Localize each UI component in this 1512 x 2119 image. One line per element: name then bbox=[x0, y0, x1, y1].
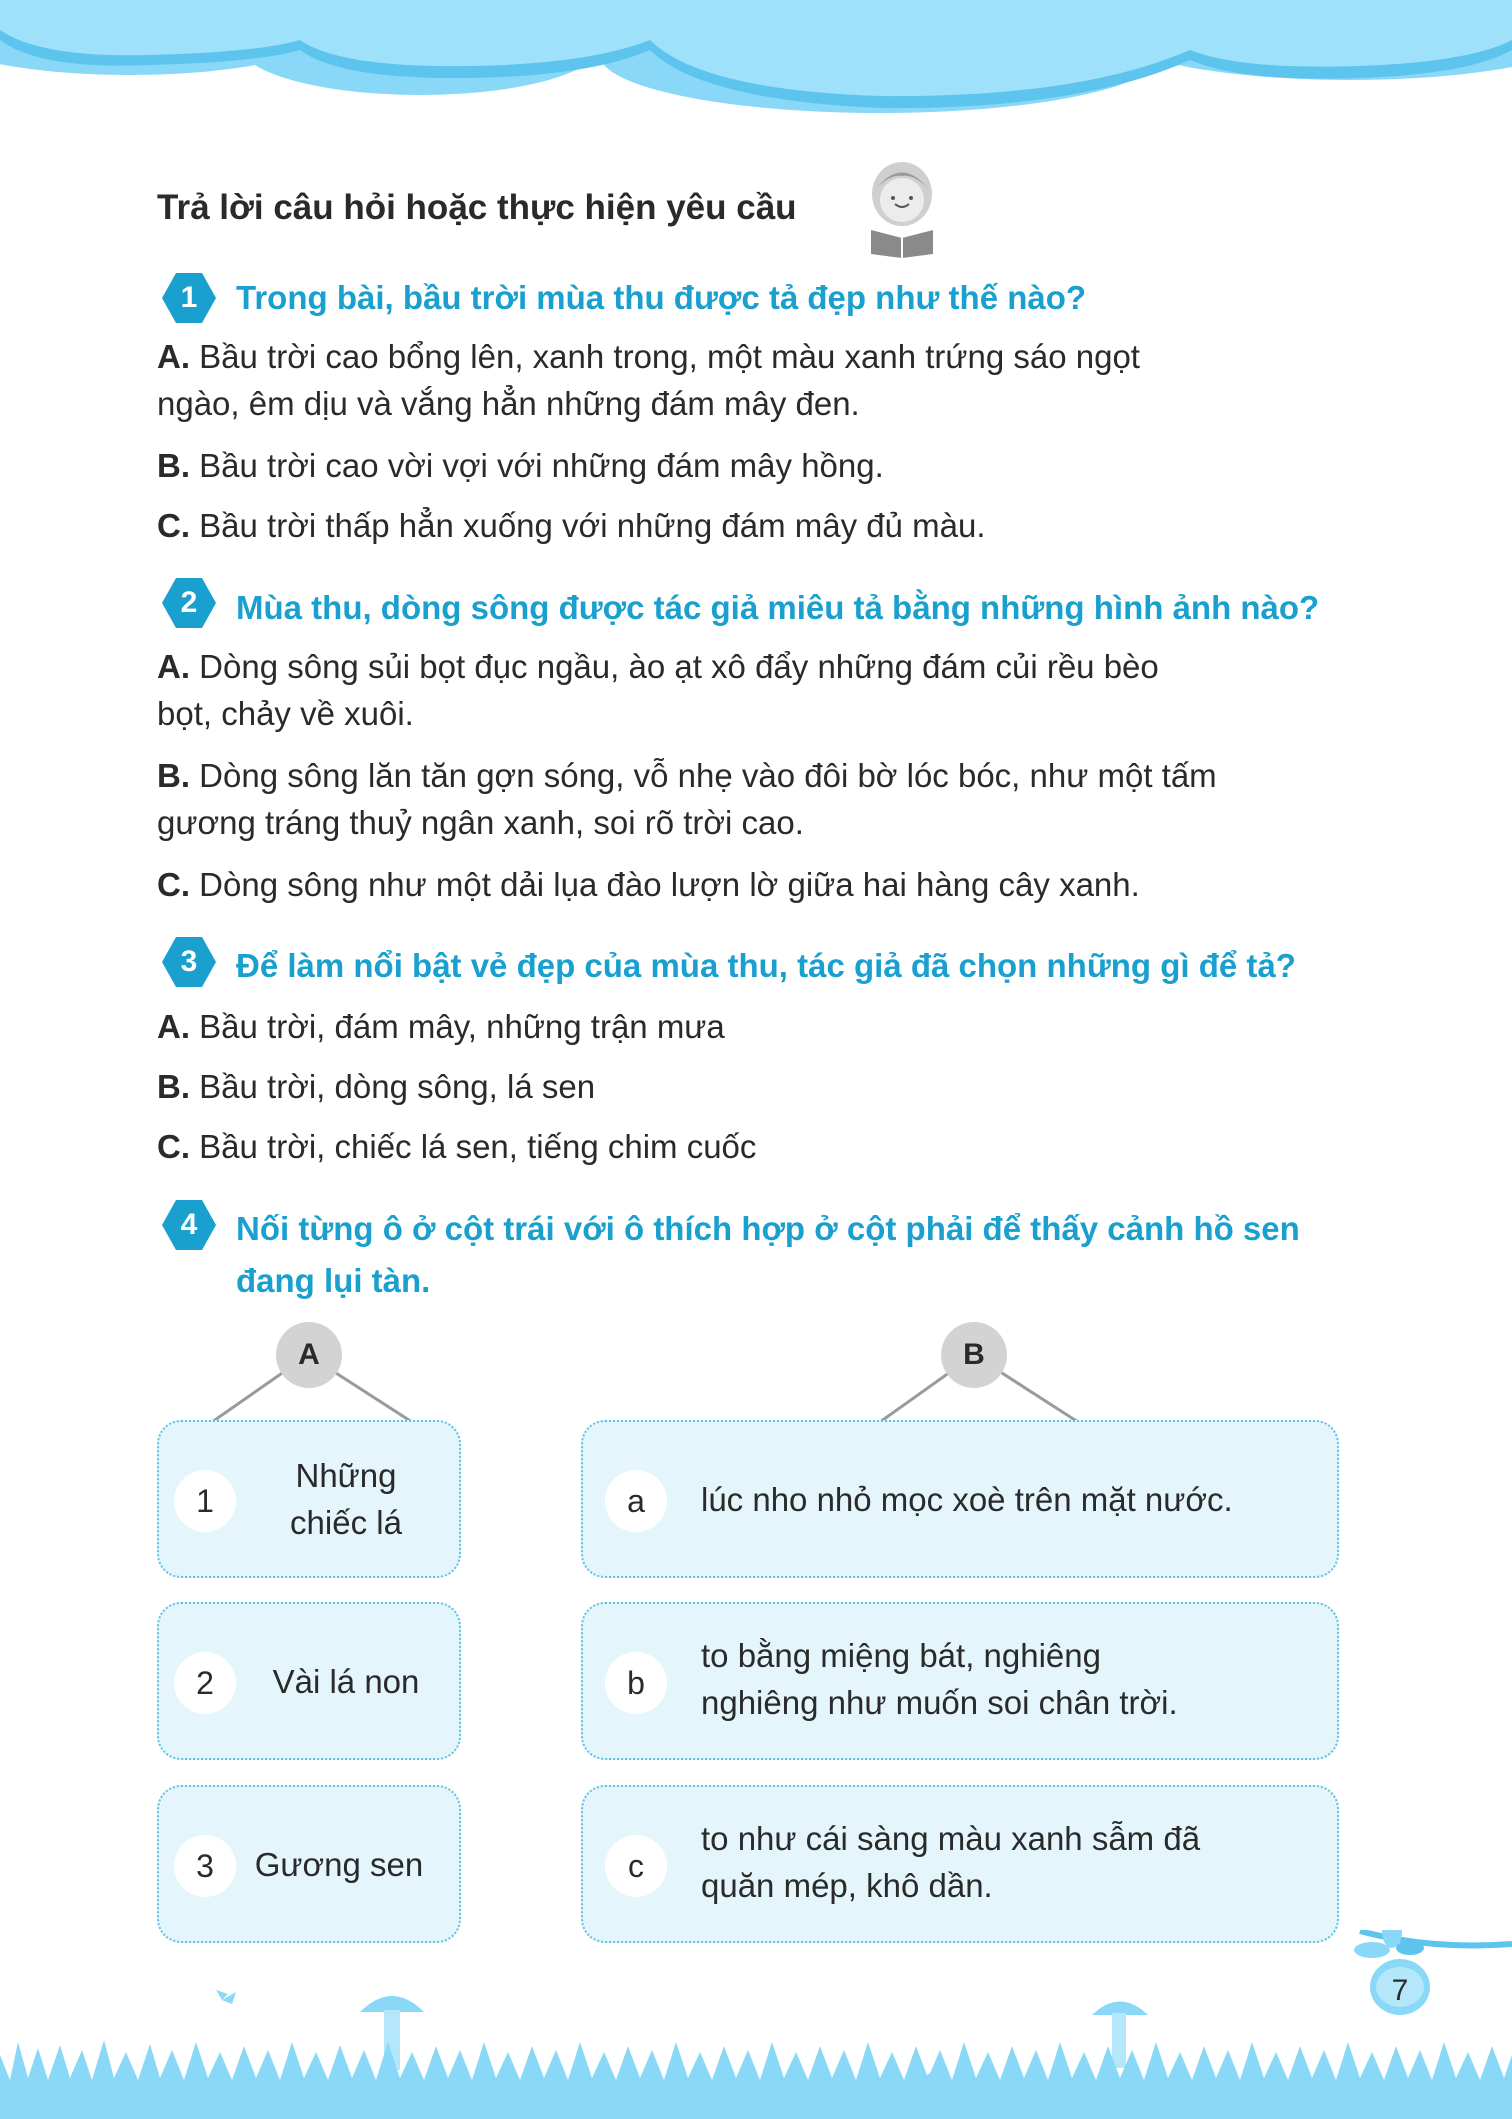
left-box-text-line2: chiếc lá bbox=[290, 1504, 402, 1541]
right-box-c[interactable] bbox=[581, 1785, 1339, 1943]
page-number: 7 bbox=[1391, 1974, 1409, 2007]
question-4-line2: đang lụi tàn. bbox=[236, 1262, 431, 1299]
option-letter: A. bbox=[157, 648, 190, 685]
top-clouds-decoration bbox=[0, 0, 1512, 130]
question-3-badge bbox=[162, 937, 216, 987]
left-box-1[interactable] bbox=[157, 1420, 461, 1578]
q3-option-c bbox=[157, 1123, 1377, 1170]
option-text-cont: ngào, êm dịu và vắng hẳn những đám mây đen. bbox=[157, 385, 860, 422]
left-box-text: Gương sen bbox=[254, 1846, 424, 1883]
left-box-number: 2 bbox=[174, 1652, 236, 1714]
right-box-text: lúc nho nhỏ mọc xoè trên mặt nước. bbox=[701, 1481, 1233, 1518]
question-2-badge bbox=[162, 578, 216, 628]
question-2-text: Mùa thu, dòng sông được tác giả miêu tả bằng những hình ảnh nào? bbox=[236, 589, 1320, 626]
left-box-2[interactable] bbox=[157, 1602, 461, 1760]
right-box-text-line2: quăn mép, khô dần. bbox=[701, 1867, 993, 1904]
left-box-text: Vài lá non bbox=[272, 1663, 420, 1700]
question-4-badge bbox=[162, 1200, 216, 1250]
option-text: Bầu trời, dòng sông, lá sen bbox=[199, 1068, 596, 1105]
option-text: Bầu trời cao bổng lên, xanh trong, một màu xanh trứng sáo ngọt bbox=[199, 338, 1140, 375]
left-box-3[interactable] bbox=[157, 1785, 461, 1943]
q2-option-c bbox=[157, 861, 1377, 908]
option-text: Bầu trời cao vời vợi với những đám mây hồng. bbox=[199, 447, 884, 484]
option-letter: C. bbox=[157, 866, 190, 903]
right-box-text-line2: nghiêng như muốn soi chân trời. bbox=[701, 1684, 1178, 1721]
right-box-letter: a bbox=[605, 1470, 667, 1532]
q2-option-a bbox=[157, 643, 1377, 737]
bottom-grass-decoration bbox=[0, 1930, 1512, 2119]
option-letter: A. bbox=[157, 1008, 190, 1045]
question-3-text: Để làm nổi bật vẻ đẹp của mùa thu, tác giả đã chọn những gì để tả? bbox=[236, 947, 1296, 984]
right-box-text bbox=[701, 1632, 1321, 1726]
question-number: 4 bbox=[180, 1208, 198, 1241]
right-box-text bbox=[701, 1815, 1321, 1909]
left-box-number: 3 bbox=[174, 1835, 236, 1897]
question-number: 1 bbox=[180, 281, 198, 314]
option-letter: A. bbox=[157, 338, 190, 375]
right-box-letter: b bbox=[605, 1652, 667, 1714]
column-b-header: B bbox=[941, 1322, 1007, 1388]
q3-option-a bbox=[157, 1003, 1377, 1050]
question-4-line1: Nối từng ô ở cột trái với ô thích hợp ở cột phải để thấy cảnh hồ sen bbox=[236, 1210, 1300, 1247]
option-letter: B. bbox=[157, 447, 190, 484]
option-text: Dòng sông như một dải lụa đào lượn lờ giữa hai hàng cây xanh. bbox=[199, 866, 1140, 903]
q1-option-c bbox=[157, 502, 1377, 549]
option-text: Dòng sông lăn tăn gợn sóng, vỗ nhẹ vào đôi bờ lóc bóc, như một tấm bbox=[199, 757, 1217, 794]
option-text-cont: bọt, chảy về xuôi. bbox=[157, 695, 414, 732]
column-head-connectors bbox=[0, 1300, 1512, 1430]
option-text: Bầu trời thấp hẳn xuống với những đám mây đủ màu. bbox=[199, 507, 986, 544]
option-text: Dòng sông sủi bọt đục ngầu, ào ạt xô đẩy những đám củi rều bèo bbox=[199, 648, 1159, 685]
child-reading-icon bbox=[865, 160, 939, 258]
option-letter: B. bbox=[157, 1068, 190, 1105]
question-4-text bbox=[236, 1203, 1396, 1307]
q1-option-b bbox=[157, 442, 1377, 489]
question-number: 2 bbox=[180, 586, 198, 619]
right-box-b[interactable] bbox=[581, 1602, 1339, 1760]
question-1-text: Trong bài, bầu trời mùa thu được tả đẹp như thế nào? bbox=[236, 279, 1087, 316]
option-letter: C. bbox=[157, 1128, 190, 1165]
left-box-number: 1 bbox=[174, 1470, 236, 1532]
q1-option-a bbox=[157, 333, 1377, 427]
column-a-header: A bbox=[276, 1322, 342, 1388]
option-letter: B. bbox=[157, 757, 190, 794]
question-1-badge bbox=[162, 273, 216, 323]
left-box-text bbox=[251, 1452, 441, 1546]
option-text: Bầu trời, chiếc lá sen, tiếng chim cuốc bbox=[199, 1128, 757, 1165]
right-box-text-line1: to bằng miệng bát, nghiêng bbox=[701, 1637, 1101, 1674]
section-title: Trả lời câu hỏi hoặc thực hiện yêu cầu bbox=[157, 188, 797, 227]
option-letter: C. bbox=[157, 507, 190, 544]
question-number: 3 bbox=[180, 945, 198, 978]
right-box-a[interactable] bbox=[581, 1420, 1339, 1578]
q3-option-b bbox=[157, 1063, 1377, 1110]
option-text: Bầu trời, đám mây, những trận mưa bbox=[199, 1008, 725, 1045]
option-text-cont: gương tráng thuỷ ngân xanh, soi rõ trời cao. bbox=[157, 804, 804, 841]
right-box-text-line1: to như cái sàng màu xanh sẫm đã bbox=[701, 1820, 1201, 1857]
q2-option-b bbox=[157, 752, 1377, 846]
left-box-text-line1: Những bbox=[295, 1457, 397, 1494]
right-box-letter: c bbox=[605, 1835, 667, 1897]
